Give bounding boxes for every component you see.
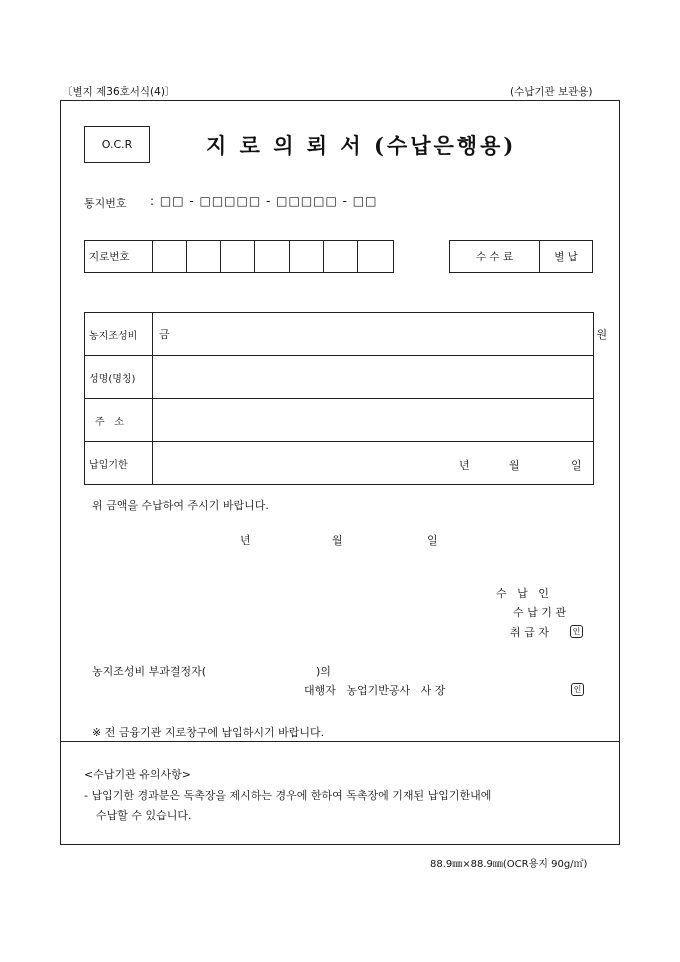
due-date-cell [153, 442, 594, 485]
payment-detail-table [84, 312, 608, 485]
form-number: 〔별지 제36호서식(4)〕 [62, 86, 176, 98]
copy-type: (수납기관 보관용) [510, 86, 593, 98]
giro-digit-cell [187, 241, 221, 273]
notes-heading: <수납기관 유의사항> [84, 768, 191, 781]
table-row [85, 399, 594, 442]
date-year: 년 [240, 534, 251, 547]
fee-value [540, 241, 593, 273]
giro-digit-cell [290, 241, 324, 273]
name-label: 성명(명칭) [85, 356, 153, 399]
representative-line: 대행자 농업기반공사 사 장 [304, 684, 446, 697]
representative-seal-icon: 인 [571, 683, 584, 696]
fee-value-text: 별 납 [554, 251, 578, 263]
address-label [85, 399, 153, 442]
due-year: 년 [459, 459, 470, 472]
address-cell [153, 399, 594, 442]
date-day: 일 [427, 534, 438, 547]
giro-number-table [84, 240, 394, 273]
ocr-label-box [84, 126, 150, 163]
request-text: 위 금액을 수납하여 주시기 바랍니다. [92, 499, 269, 512]
amount-prefix: 금 [159, 328, 170, 341]
receiver-label: 수 납 인 [496, 587, 549, 600]
fee-label [450, 241, 540, 273]
handler-label: 취 급 자 [510, 626, 549, 639]
amount-cell [153, 313, 608, 356]
address-label-text: 주 소 [95, 416, 124, 428]
due-date-label: 납입기한 [85, 442, 153, 485]
receiving-org-label: 수 납 기 관 [513, 606, 566, 619]
date-month: 월 [332, 534, 343, 547]
table-row [85, 356, 594, 399]
amount-unit: 원 [596, 328, 608, 341]
due-month: 월 [509, 459, 520, 472]
notice-number-value: : □□ - □□□□□ - □□□□□ - □□ [150, 194, 378, 208]
giro-digit-cell [153, 241, 187, 273]
table-row [85, 442, 594, 485]
table-row [85, 313, 594, 356]
handler-seal-icon: 인 [570, 625, 583, 638]
name-cell [153, 356, 594, 399]
notes-divider [60, 741, 620, 742]
giro-number-label [85, 241, 153, 273]
giro-digit-cell [221, 241, 255, 273]
payer-line: 농지조성비 부과결정자( [92, 665, 207, 678]
notice-number-label: 통지번호 [84, 197, 127, 210]
notes-line-1: - 납입기한 경과분은 독촉장을 제시하는 경우에 한하여 독촉장에 기재된 납입기한내에 [84, 789, 492, 802]
form-title: 지 로 의 뢰 서 (수납은행용) [206, 133, 517, 158]
fee-label-text: 수 수 료 [475, 251, 514, 263]
payer-suffix: )의 [316, 665, 331, 678]
ocr-label: O.C.R [101, 138, 133, 151]
paper-spec: 88.9㎜×88.9㎜(OCR용지 90g/㎡) [430, 859, 588, 870]
giro-digit-cell [255, 241, 290, 273]
amount-label: 농지조성비 [85, 313, 153, 356]
due-day: 일 [571, 459, 582, 472]
instruction-text: ※ 전 금융기관 지로창구에 납입하시기 바랍니다. [92, 726, 325, 739]
giro-digit-cell [324, 241, 358, 273]
notes-line-2: 수납할 수 있습니다. [96, 809, 192, 822]
giro-digit-cell [358, 241, 394, 273]
giro-number-label-text: 지로번호 [89, 251, 130, 263]
fee-table [449, 240, 593, 273]
